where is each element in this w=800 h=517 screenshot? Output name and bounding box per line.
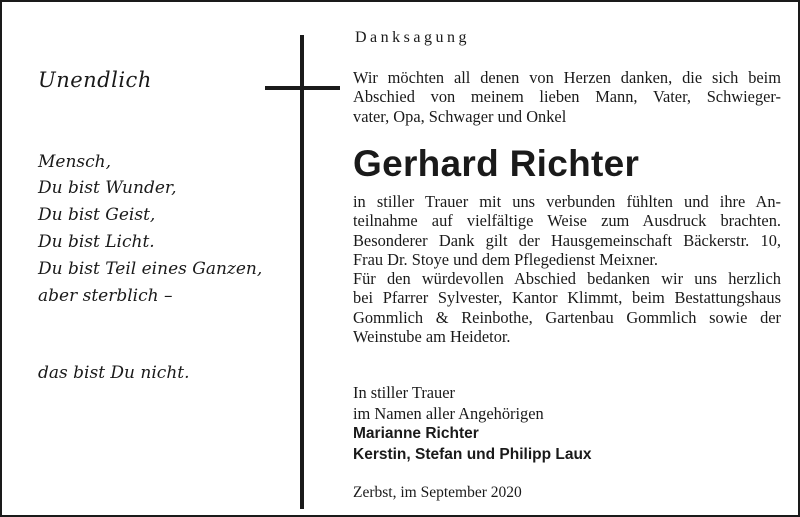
- poem-title: Unendlich: [38, 68, 152, 92]
- cross-icon-bar: [265, 86, 340, 90]
- poem-line: Du bist Wunder,: [38, 178, 177, 198]
- poem-line: Mensch,: [38, 152, 112, 172]
- signoff: [353, 383, 592, 465]
- poem-line: Du bist Teil eines Ganzen,: [38, 259, 263, 279]
- deceased-name: Gerhard Richter: [353, 143, 640, 184]
- body-line: bei Pfarrer Sylvester, Kantor Klimmt, beim Bestattungshaus: [353, 288, 781, 308]
- signoff-line: im Namen aller Angehörigen: [353, 403, 544, 423]
- poem-line: aber sterblich –: [38, 286, 173, 306]
- body-line: Frau Dr. Stoye und dem Pflegedienst Meixner.: [353, 249, 659, 269]
- poem-line: Du bist Geist,: [38, 205, 156, 225]
- signer-name: Kerstin, Stefan und Philipp Laux: [353, 445, 592, 463]
- poem-line: Du bist Licht.: [38, 232, 155, 252]
- body-line: Gommlich & Reinbothe, Gartenbau Gommlich sowie der: [353, 307, 781, 327]
- place-date: Zerbst, im September 2020: [353, 484, 522, 501]
- cross-icon: [300, 35, 304, 509]
- body-line: Besonderer Dank gilt der Hausgemeinschaft Bäckerstr. 10,: [353, 230, 781, 250]
- signoff-line: In stiller Trauer: [353, 383, 455, 402]
- signer-name: Marianne Richter: [353, 425, 479, 442]
- intro-line: Wir möchten all denen von Herzen danken, die sich beim: [353, 68, 781, 87]
- body-paragraph: [353, 192, 781, 346]
- body-line: Weinstube am Heidetor.: [353, 327, 511, 347]
- poem-line: das bist Du nicht.: [38, 363, 190, 383]
- notice-heading: Danksagung: [355, 29, 470, 46]
- intro-paragraph: [353, 68, 781, 126]
- intro-line: Abschied von meinem lieben Mann, Vater, Schwieger-: [353, 87, 781, 107]
- body-line: Für den würdevollen Abschied bedanken wir uns herzlich: [353, 269, 781, 289]
- body-line: teilnahme auf vielfältige Weise zum Ausdruck brachten.: [353, 211, 781, 231]
- body-line: in stiller Trauer mit uns verbunden fühlten und ihre An-: [353, 192, 781, 211]
- intro-line: vater, Opa, Schwager und Onkel: [353, 106, 567, 126]
